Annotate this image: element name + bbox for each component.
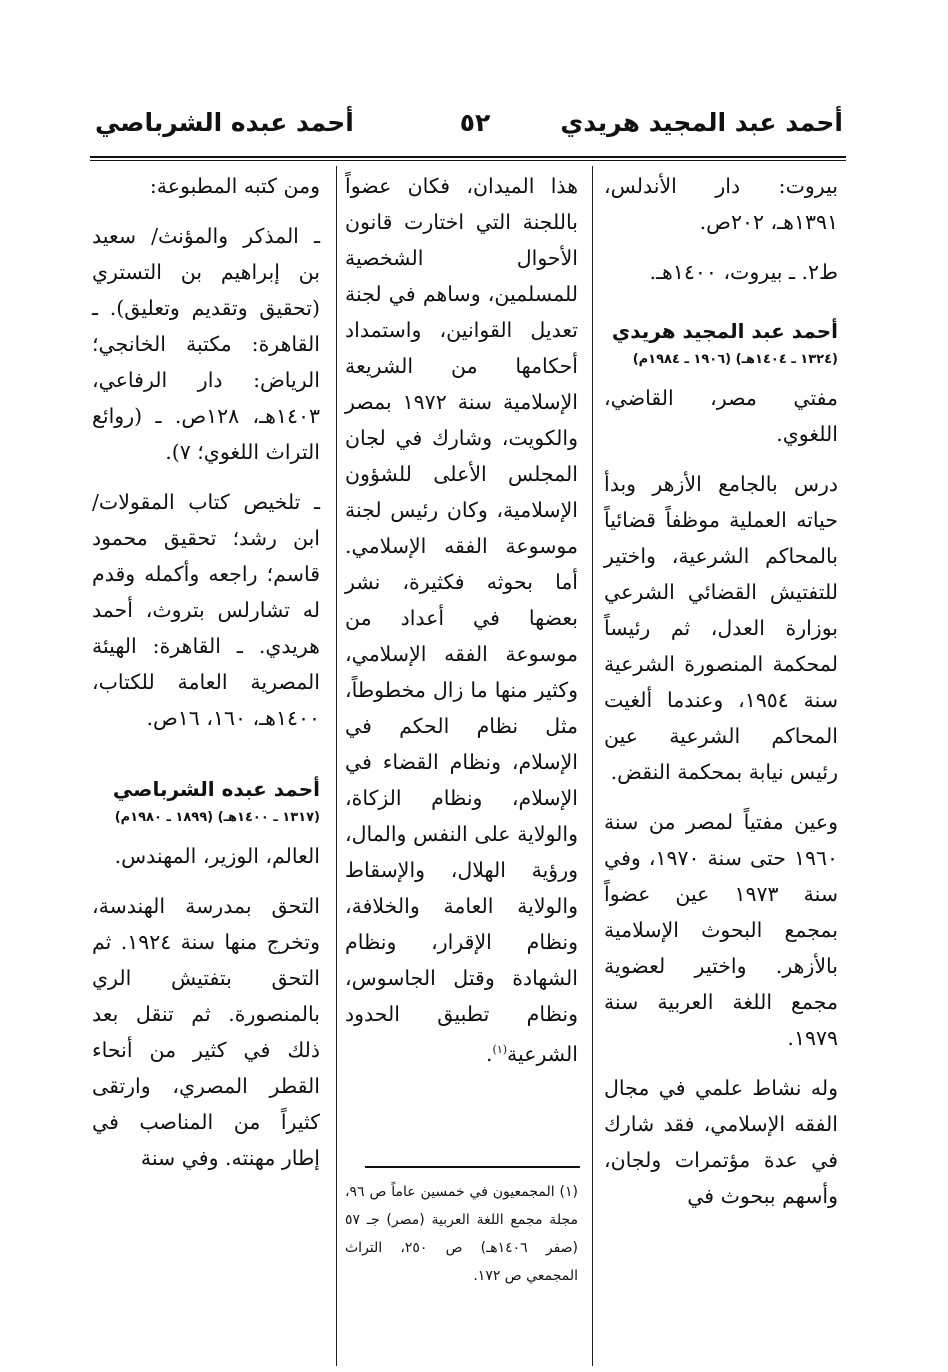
biography-paragraph-1: درس بالجامع الأزهر وبدأ حياته العملية موظفاً قضائياً بالمحاكم الشرعية، واختير للتفتيش القضائي الشرعي بوزارة العدل، ثم رئيساً لمحكمة المنصورة الشرعية سنة ١٩٥٤، وعندما ألغيت المحاكم الشرعية عين رئيس نيابة بمحكمة النقض. bbox=[604, 472, 838, 784]
biography-paragraph-3: وله نشاط علمي في مجال الفقه الإسلامي، فقد شارك في عدة مؤتمرات ولجان، وأسهم ببحوث في bbox=[604, 1076, 838, 1208]
entry-dates-2: (١٣١٧ ـ ١٤٠٠هـ) (١٨٩٩ ـ ١٩٨٠م) bbox=[114, 810, 320, 825]
column-left bbox=[92, 168, 320, 1176]
biography-text: هذا الميدان، فكان عضواً باللجنة التي اختارت قانون الأحوال الشخصية للمسلمين، وساهم في لجنة تعديل القوانين، واستمداد أحكامها من الشريعة الإسلامية سنة ١٩٧٢ بمصر والكويت، وشارك في لجان المجلس الأعلى للشؤون الإسلامية، وكان رئيس لجنة موسوعة الفقه الإسلامي. أما بحوثه فكثيرة، نشر بعضها في أعداد من موسوعة الفقه الإسلامي، وكثير منها ما زال مخطوطاً، مثل نظام الحكم في الإسلام، ونظام القضاء في الإسلام، ونظام الزكاة، والولاية على النفس والمال، ورؤية الهلال، والإسقاط والولاية العامة والخلافة، ونظام الإقرار، ونظام الشهادة وقتل الجاسوس، ونظام تطبيق الحدود الشرعية bbox=[345, 174, 579, 1066]
page-number: ٥٢ bbox=[459, 108, 491, 137]
work-item-1: ـ المذكر والمؤنث/ سعيد بن إبراهيم بن التستري (تحقيق وتقديم وتعليق). ـ القاهرة: مكتبة الخانجي؛ الرياض: دار الرفاعي، ١٤٠٣هـ، ١٢٨ص. ـ (روائع التراث اللغوي؛ ٧). bbox=[92, 224, 321, 464]
works-heading: ومن كتبه المطبوعة: bbox=[149, 174, 320, 198]
entry-titles-2: العالم، الوزير، المهندس. bbox=[114, 844, 320, 868]
footnote: (١) المجمعيون في خمسين عاماً ص ٩٦، مجلة مجمع اللغة العربية (مصر) جـ ٥٧ (صفر ١٤٠٦هـ) ص ٢٥٠، التراث المجمعي ص ١٧٢. bbox=[345, 1184, 578, 1284]
footnote-rule bbox=[365, 1166, 580, 1168]
running-head-left: أحمد عبده الشرباصي bbox=[95, 108, 354, 137]
header-rule-thin bbox=[90, 160, 846, 161]
entry-continuation: بيروت: دار الأندلس، ١٣٩١هـ، ٢٠٢ص. bbox=[604, 174, 838, 234]
entry-dates: (١٣٢٤ ـ ١٤٠٤هـ) (١٩٠٦ ـ ١٩٨٤م) bbox=[632, 352, 838, 367]
entry-name-2: أحمد عبده الشرباصي bbox=[112, 777, 320, 801]
header-rule bbox=[90, 156, 846, 158]
column-middle bbox=[345, 168, 578, 1072]
entry-titles: مفتي مصر، القاضي، اللغوي. bbox=[604, 386, 838, 446]
column-right bbox=[604, 168, 838, 1214]
sentence-end: . bbox=[486, 1041, 493, 1066]
biography-paragraph-2: وعين مفتياً لمصر من سنة ١٩٦٠ حتى سنة ١٩٧٠، وفي سنة ١٩٧٣ عين عضواً بمجمع البحوث الإسلامية بالأزهر. واختير لعضوية مجمع اللغة العربية سنة ١٩٧٩. bbox=[604, 810, 838, 1050]
running-head-right: أحمد عبد المجيد هريدي bbox=[560, 108, 843, 137]
entry-name: أحمد عبد المجيد هريدي bbox=[611, 319, 838, 343]
biography-paragraph-4: التحق بمدرسة الهندسة، وتخرج منها سنة ١٩٢٤. ثم التحق بتفتيش الري بالمنصورة. ثم تنقل بعد ذلك في كثير من أنحاء القطر المصري، وارتقى كثيراً من المناصب في إطار مهنته. وفي سنة bbox=[92, 894, 320, 1170]
column-divider-left bbox=[336, 166, 337, 1366]
column-divider-right bbox=[592, 166, 593, 1366]
footnote-marker: (١) bbox=[492, 1043, 508, 1056]
work-item-2: ـ تلخيص كتاب المقولات/ ابن رشد؛ تحقيق محمود قاسم؛ راجعه وأكمله وقدم له تشارلس بتروث، أحمد هريدي. ـ القاهرة: الهيئة المصرية العامة للكتاب، ١٤٠٠هـ، ١٦٠، ١٦ص. bbox=[92, 490, 320, 730]
biography-continuation bbox=[345, 168, 578, 1072]
edition-note: ط٢. ـ بيروت، ١٤٠٠هـ. bbox=[649, 260, 838, 284]
